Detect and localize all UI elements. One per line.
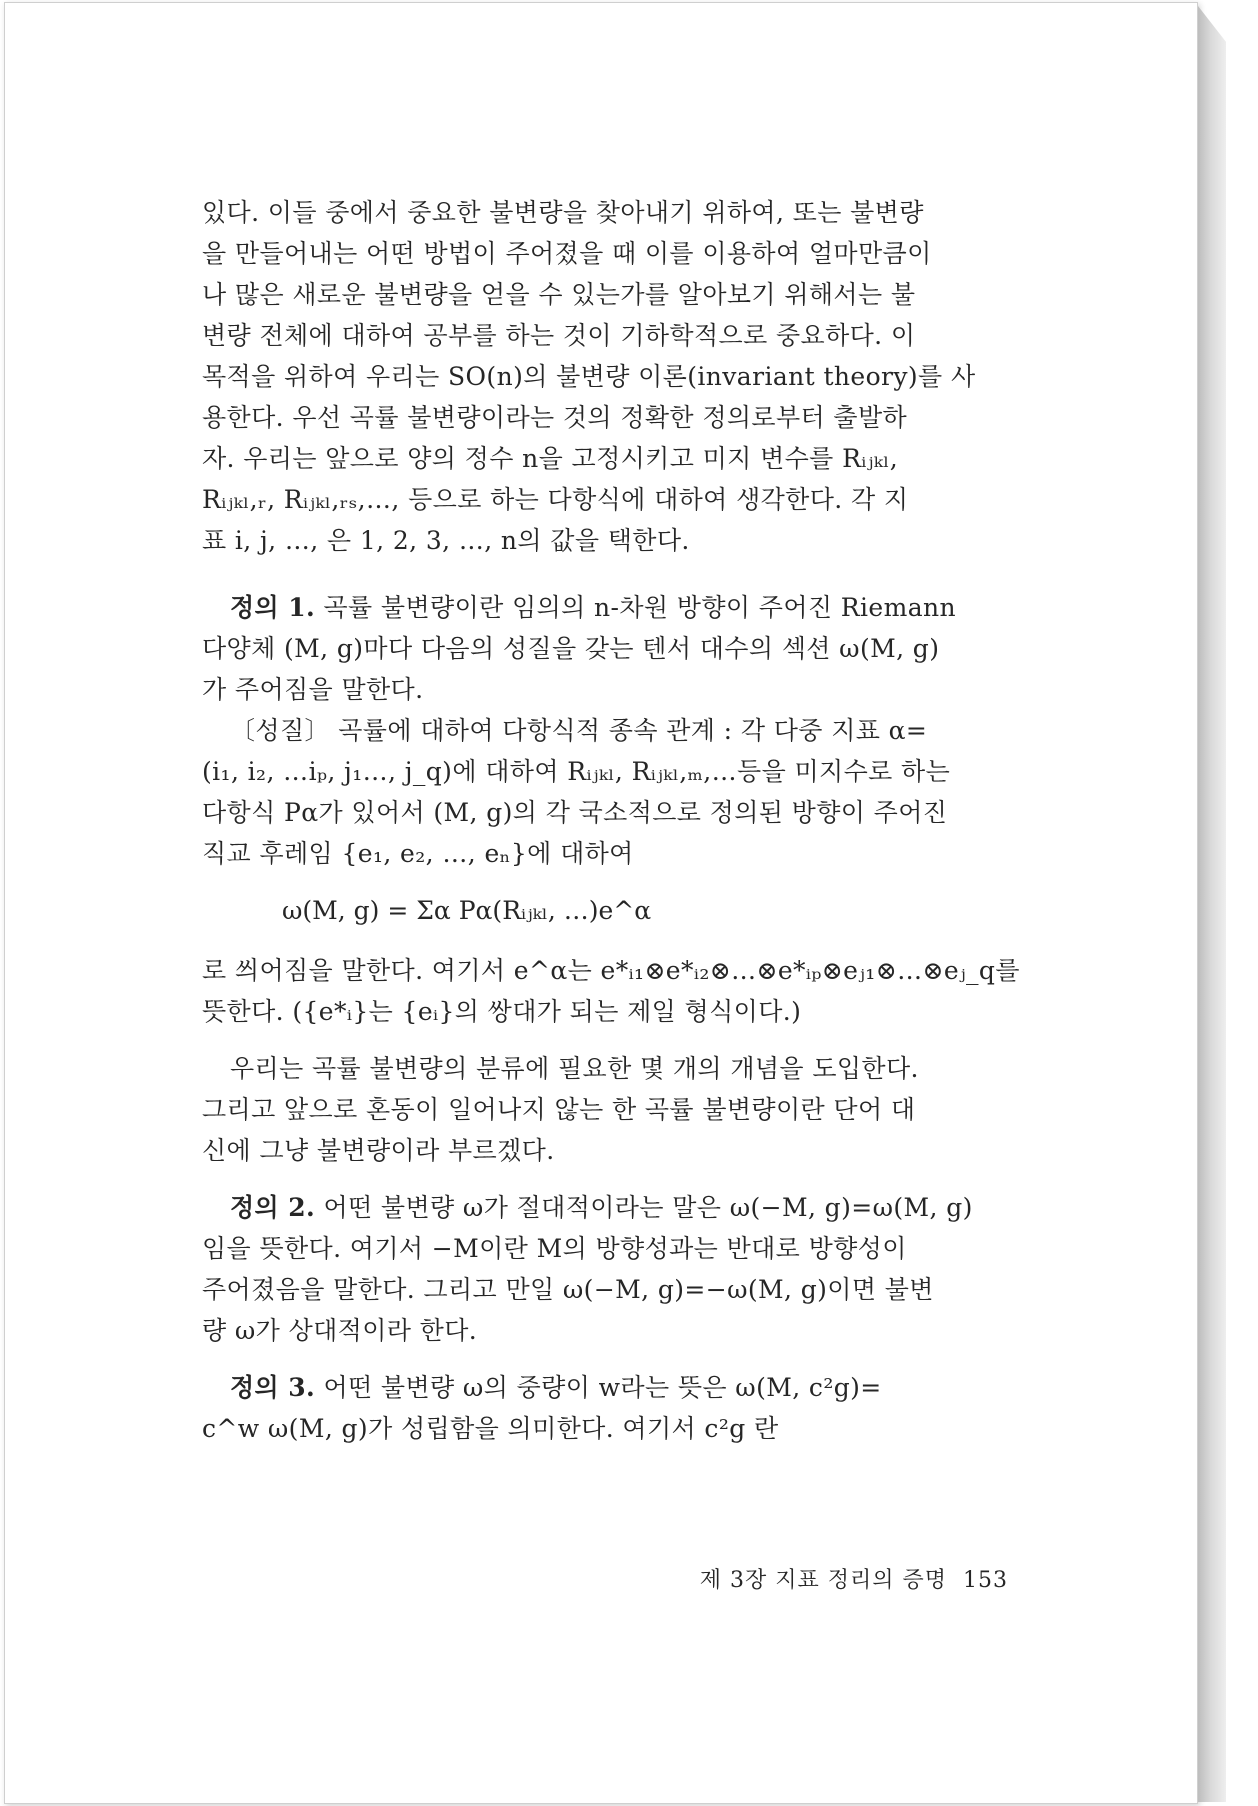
def3-line: 어떤 불변량 ω의 중량이 w라는 뜻은 ω(M, c²g)= xyxy=(323,1373,882,1402)
equation: ω(M, g) = Σα Pα(Rᵢⱼₖₗ, …)e^α xyxy=(282,896,652,925)
para1-line: 을 만들어내는 어떤 방법이 주어졌을 때 이를 이용하여 얼마만큼이 xyxy=(202,239,932,268)
para1-line: 목적을 위하여 우리는 SO(n)의 불변량 이론(invariant theory)를 사 xyxy=(202,362,976,391)
def3-first-line xyxy=(202,1367,1028,1408)
def2-line: 량 ω가 상대적이라 한다. xyxy=(202,1316,478,1345)
def2-line: 임을 뜻한다. 여기서 −M이란 M의 방향성과는 반대로 방향성이 xyxy=(202,1234,907,1263)
property-line: 〔성질〕 곡률에 대하여 다항식적 종속 관계 : 각 다중 지표 α= xyxy=(230,716,928,745)
def1-label: 정의 1. xyxy=(230,593,316,622)
property-line: 직교 후레임 {e₁, e₂, …, eₙ}에 대하여 xyxy=(202,839,634,868)
para1-line: 변량 전체에 대하여 공부를 하는 것이 기하학적으로 중요하다. 이 xyxy=(202,321,916,350)
chapter-title: 제 3장 지표 정리의 증명 xyxy=(699,1568,947,1593)
para1-line: 표 i, j, …, 은 1, 2, 3, …, n의 값을 택한다. xyxy=(202,526,690,555)
def2-line: 주어졌음을 말한다. 그리고 만일 ω(−M, g)=−ω(M, g)이면 불변 xyxy=(202,1275,934,1304)
page-footer xyxy=(648,1560,1008,1601)
def2-first-line xyxy=(202,1187,1028,1228)
property-line: 다항식 Pα가 있어서 (M, g)의 각 국소적으로 정의된 방향이 주어진 xyxy=(202,798,948,827)
page-number: 153 xyxy=(963,1568,1008,1593)
para1-line: 자. 우리는 앞으로 양의 정수 n을 고정시키고 미지 변수를 Rᵢⱼₖₗ, xyxy=(202,444,899,473)
para1-line: 나 많은 새로운 불변량을 얻을 수 있는가를 알아보기 위해서는 불 xyxy=(202,280,916,309)
property-line: (i₁, i₂, …iₚ, j₁…, j_q)에 대하여 Rᵢⱼₖₗ, Rᵢⱼₖₗ,ₘ,…등을 미지수로 하는 xyxy=(202,757,951,786)
page-body xyxy=(202,192,1028,1449)
para1-line: 용한다. 우선 곡률 불변량이라는 것의 정확한 정의로부터 출발하 xyxy=(202,403,908,432)
def2-line: 어떤 불변량 ω가 절대적이라는 말은 ω(−M, g)=ω(M, g) xyxy=(323,1193,973,1222)
para2-line: 그리고 앞으로 혼동이 일어나지 않는 한 곡률 불변량이란 단어 대 xyxy=(202,1095,916,1124)
after-eq-line: 로 씌어짐을 말한다. 여기서 e^α는 e*ᵢ₁⊗e*ᵢ₂⊗…⊗e*ᵢₚ⊗eⱼ₁⊗…⊗eⱼ_q를 xyxy=(202,956,1020,985)
def2-label: 정의 2. xyxy=(230,1193,316,1222)
def1-first-line xyxy=(202,587,1028,628)
def1-line: 다양체 (M, g)마다 다음의 성질을 갖는 텐서 대수의 섹션 ω(M, g) xyxy=(202,634,940,663)
def3-label: 정의 3. xyxy=(230,1373,316,1402)
page-edge xyxy=(1198,6,1226,1802)
para2-line: 신에 그냥 불변량이라 부르겠다. xyxy=(202,1136,555,1165)
def1-line: 곡률 불변량이란 임의의 n-차원 방향이 주어진 Riemann xyxy=(323,593,957,622)
para1-line: Rᵢⱼₖₗ,ᵣ, Rᵢⱼₖₗ,ᵣₛ,…, 등으로 하는 다항식에 대하여 생각한다. 각 지 xyxy=(202,485,909,514)
after-eq-line: 뜻한다. ({e*ᵢ}는 {eᵢ}의 쌍대가 되는 제일 형식이다.) xyxy=(202,997,802,1026)
def3-line: c^w ω(M, g)가 성립함을 의미한다. 여기서 c²g 란 xyxy=(202,1414,779,1443)
para2-line: 우리는 곡률 불변량의 분류에 필요한 몇 개의 개념을 도입한다. xyxy=(230,1054,919,1083)
para1-line: 있다. 이들 중에서 중요한 불변량을 찾아내기 위하여, 또는 불변량 xyxy=(202,198,924,227)
def1-line: 가 주어짐을 말한다. xyxy=(202,675,424,704)
